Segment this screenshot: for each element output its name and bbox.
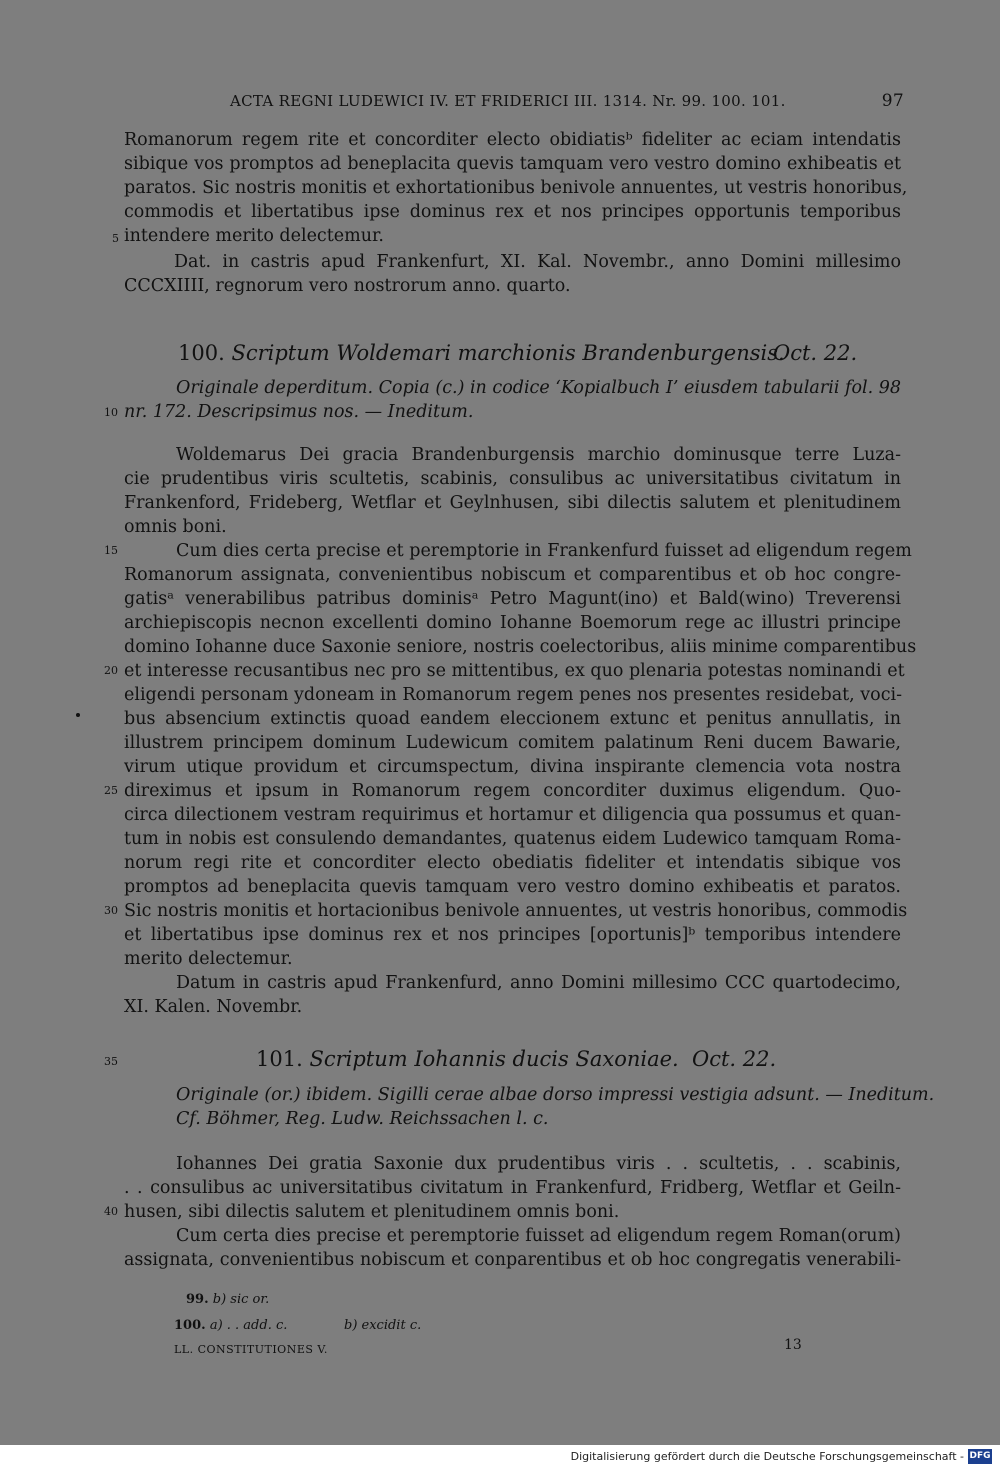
- text-line: eligendi personam ydoneam in Romanorum regem penes nos presentes residebat, voci-: [124, 685, 903, 705]
- line-number: 10: [104, 406, 118, 419]
- doc100-date-text: Oct. 22.: [773, 341, 858, 365]
- text-line: tum in nobis est consulendo demandantes, quatenus eidem Ludewico tamquam Roma-: [124, 829, 901, 849]
- text-line: Cum certa dies precise et peremptorie fuisset ad eligendum regem Roman(orum): [176, 1226, 901, 1246]
- text-line: . . consulibus ac universitatibus civitatum in Frankenfurd, Fridberg, Wetflar et Geiln-: [124, 1178, 901, 1198]
- text-line: et libertatibus ipse dominus rex et nos principes [oportunis]ᵇ temporibus intendere: [124, 925, 901, 945]
- running-title: ACTA REGNI LUDEWICI IV. ET FRIDERICI III. 1314. Nr. 99. 100. 101.: [230, 92, 786, 110]
- text-line: Datum in castris apud Frankenfurd, anno Domini millesimo CCC quartodecimo,: [176, 973, 901, 993]
- text-line: CCCXIIII, regnorum vero nostrorum anno. quarto.: [124, 276, 571, 296]
- footnote-text: a) . . add. c.: [209, 1318, 288, 1333]
- doc101-source-line: Cf. Böhmer, Reg. Ludw. Reichssachen l. c.: [176, 1109, 549, 1129]
- text-line: Cum dies certa precise et peremptorie in Frankenfurd fuisset ad eligendum regem: [176, 541, 912, 561]
- doc100-source-line: Originale deperditum. Copia (c.) in codice ‘Kopialbuch I’ eiusdem tabularii fol. 98: [176, 378, 901, 398]
- doc101-source-line: Originale (or.) ibidem. Sigilli cerae albae dorso impressi vestigia adsunt. — Ineditum.: [176, 1085, 935, 1105]
- footnote-99: [186, 1292, 269, 1307]
- page-number: 97: [881, 91, 904, 111]
- doc100-title: Scriptum Woldemari marchionis Brandenburgensis.: [231, 341, 785, 365]
- text-line: Romanorum regem rite et concorditer electo obidiatisᵇ fideliter ac eciam intendatis: [124, 130, 901, 150]
- text-line: norum regi rite et concorditer electo obediatis fideliter et intendatis sibique vos: [124, 853, 901, 873]
- text-line: merito delectemur.: [124, 949, 293, 969]
- doc101-title: Scriptum Iohannis ducis Saxoniae.: [309, 1047, 679, 1071]
- text-line: domino Iohanne duce Saxonie seniore, nostris coelectoribus, aliis minime comparentibus: [124, 637, 917, 657]
- text-line: cie prudentibus viris scultetis, scabinis, consulibus ac universitatibus civitatum in: [124, 469, 901, 489]
- footnote-100: [174, 1318, 287, 1333]
- text-line: direximus et ipsum in Romanorum regem concorditer duximus eligendum. Quo-: [124, 781, 901, 801]
- text-line: illustrem principem dominum Ludewicum comitem palatinum Reni ducem Bawarie,: [124, 733, 901, 753]
- doc100-source-line: nr. 172. Descripsimus nos. — Ineditum.: [124, 402, 474, 422]
- text-line: promptos ad beneplacita quevis tamquam vero vestro domino exhibeatis et paratos.: [124, 877, 901, 897]
- footnote-label: 99.: [186, 1292, 209, 1307]
- line-number: 25: [104, 784, 118, 797]
- text-line: virum utique providum et circumspectum, divina inspirante clemencia vota nostra: [124, 757, 901, 777]
- text-line: Frankenford, Frideberg, Wetflar et Geylnhusen, sibi dilectis salutem et plenitudinem: [124, 493, 901, 513]
- text-line: paratos. Sic nostris monitis et exhortationibus benivole annuentes, ut vestris honoribus,: [124, 178, 908, 198]
- text-line: circa dilectionem vestram requirimus et hortamur et diligencia qua possumus et quan-: [124, 805, 901, 825]
- footnote-100b: [344, 1318, 421, 1333]
- line-number: 30: [104, 904, 118, 917]
- running-header: [230, 92, 910, 110]
- line-number: 15: [104, 544, 118, 557]
- digitization-credit: Digitalisierung gefördert durch die Deutsche Forschungsgemeinschaft -: [570, 1450, 964, 1463]
- text-line: archiepiscopis necnon excellenti domino Iohanne Boemorum rege ac illustri principe: [124, 613, 901, 633]
- text-line: omnis boni.: [124, 517, 227, 537]
- footnote-label: 100.: [174, 1318, 206, 1333]
- text-line: sibique vos promptos ad beneplacita quevis tamquam vero vestro domino exhibeatis et: [124, 154, 901, 174]
- doc100-number: 100.: [178, 341, 225, 365]
- footnote-text: b) sic or.: [212, 1292, 270, 1307]
- text-line: assignata, convenientibus nobiscum et conparentibus et ob hoc congregatis venerabili-: [124, 1250, 901, 1270]
- text-line: bus absencium extinctis quoad eandem eleccionem extunc et penitus annullatis, in: [124, 709, 901, 729]
- doc101-date: [692, 1047, 776, 1071]
- line-number: 20: [104, 664, 118, 677]
- text-line: Sic nostris monitis et hortacionibus benivole annuentes, ut vestris honoribus, commodis: [124, 901, 908, 921]
- line-number: 35: [104, 1055, 118, 1068]
- text-line: intendere merito delectemur.: [124, 226, 384, 246]
- text-line: Romanorum assignata, convenientibus nobiscum et comparentibus et ob hoc congre-: [124, 565, 901, 585]
- doc101-date-text: Oct. 22.: [692, 1047, 777, 1071]
- margin-mark: [76, 713, 80, 717]
- text-line: commodis et libertatibus ipse dominus rex et nos principes opportunis temporibus: [124, 202, 901, 222]
- line-number: 40: [104, 1205, 118, 1218]
- text-line: Iohannes Dei gratia Saxonie dux prudentibus viris . . scultetis, . . scabinis,: [176, 1154, 901, 1174]
- text-line: Woldemarus Dei gracia Brandenburgensis marchio dominusque terre Luza-: [176, 445, 901, 465]
- text-line: Dat. in castris apud Frankenfurt, XI. Kal. Novembr., anno Domini millesimo: [174, 252, 901, 272]
- dfg-logo: DFG: [968, 1449, 992, 1464]
- series-title: LL. CONSTITUTIONES V.: [174, 1343, 328, 1356]
- doc100-heading: [178, 341, 785, 365]
- doc101-heading: [256, 1047, 679, 1071]
- footnote-text: b) excidit c.: [344, 1318, 422, 1333]
- line-number: 5: [112, 232, 119, 245]
- text-line: XI. Kalen. Novembr.: [124, 997, 303, 1017]
- doc101-number: 101.: [256, 1047, 303, 1071]
- text-line: husen, sibi dilectis salutem et plenitudinem omnis boni.: [124, 1202, 620, 1222]
- text-line: et interesse recusantibus nec pro se mittentibus, ex quo plenaria potestas nominandi et: [124, 661, 905, 681]
- doc100-date: [773, 341, 857, 365]
- signature-mark: 13: [784, 1337, 802, 1353]
- text-line: gatisᵃ venerabilibus patribus dominisᵃ Petro Magunt(ino) et Bald(wino) Treverensi: [124, 589, 901, 609]
